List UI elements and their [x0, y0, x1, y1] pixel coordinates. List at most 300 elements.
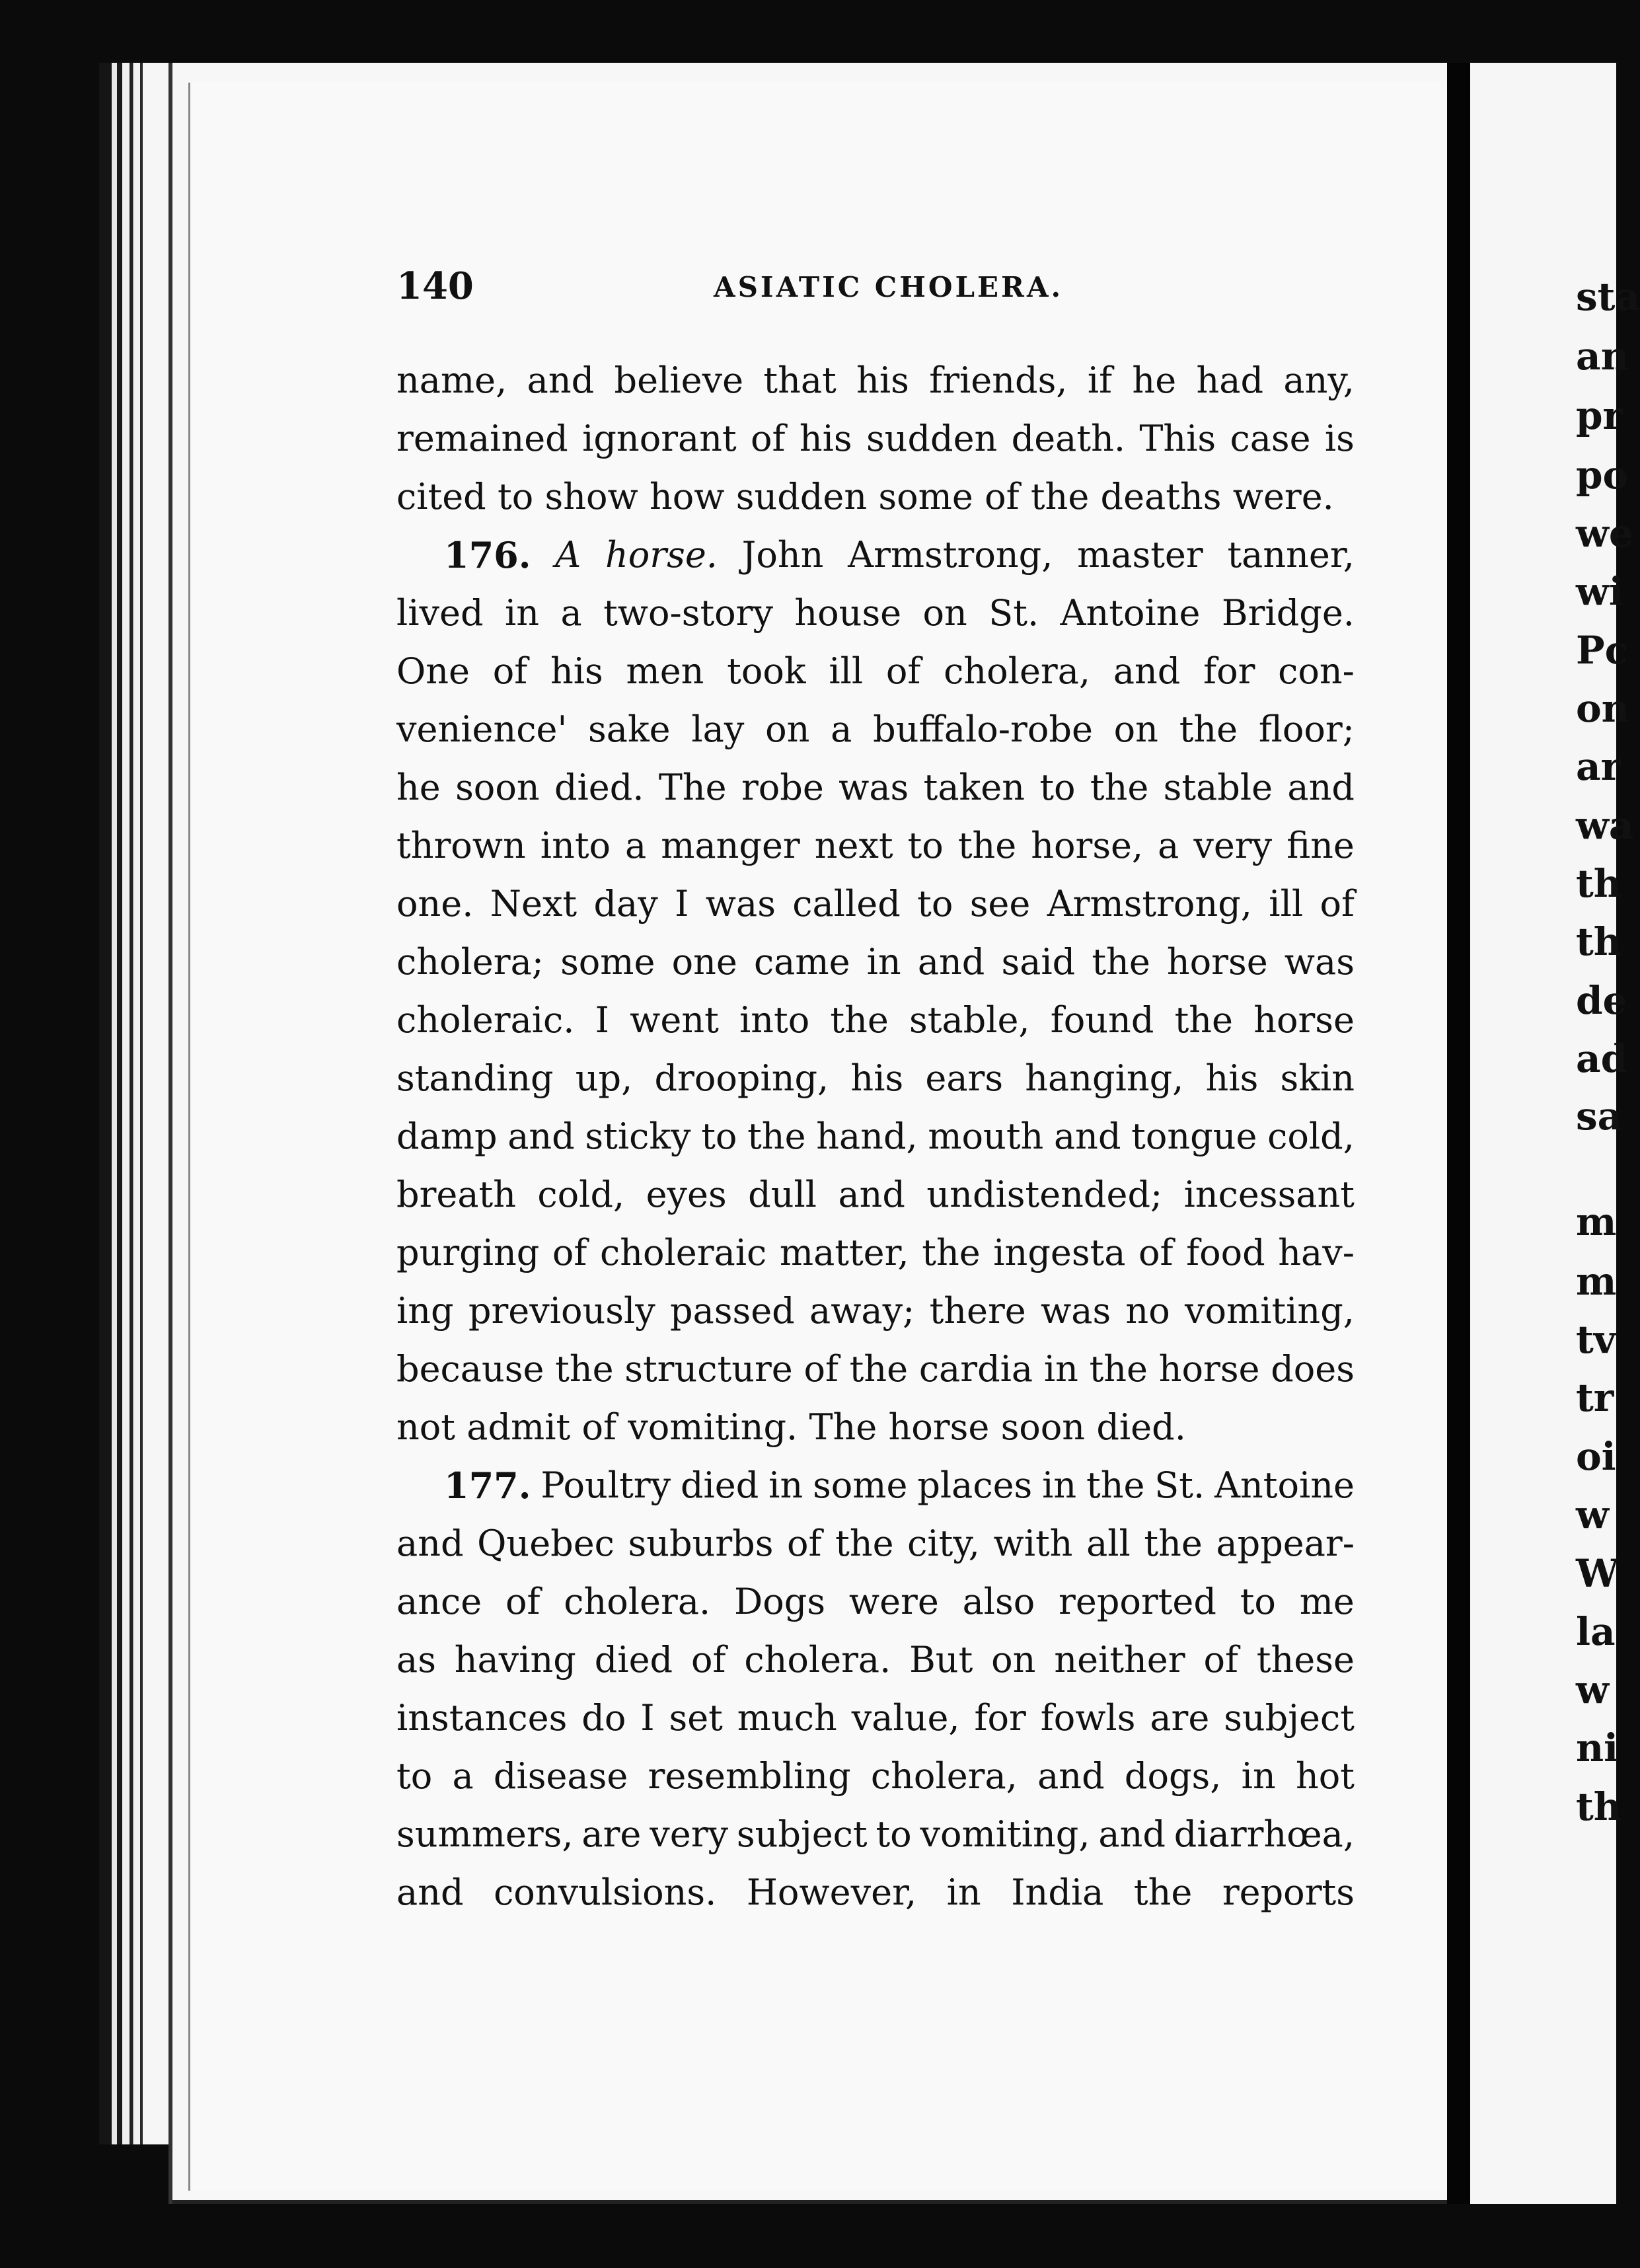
text-line — [396, 1340, 1355, 1398]
text-word: Poultry — [540, 1464, 671, 1506]
text-word: choleraic. — [396, 999, 575, 1041]
facing-page-text-fragment: m — [1576, 1259, 1617, 1304]
text-word: died. — [554, 767, 644, 808]
text-word: said — [1001, 941, 1076, 983]
facing-page-text-fragment: de — [1576, 978, 1627, 1023]
text-word: of — [885, 650, 921, 692]
text-word: lived — [396, 592, 484, 634]
text-line — [396, 410, 1355, 468]
text-line — [396, 700, 1355, 759]
text-line — [396, 875, 1355, 933]
text-word: admit — [466, 1406, 571, 1448]
text-word: horse — [1253, 999, 1355, 1041]
text-line — [396, 526, 1355, 584]
text-word: because — [396, 1348, 544, 1390]
text-word: the — [922, 1232, 981, 1273]
text-word: one. — [396, 883, 474, 925]
facing-page-text-fragment: W — [1576, 1551, 1620, 1596]
text-word: how — [650, 476, 725, 517]
text-word: the — [849, 1348, 909, 1390]
text-word: horse — [1158, 1348, 1260, 1390]
text-line — [396, 1515, 1355, 1573]
facing-page-text-fragment: la — [1576, 1609, 1616, 1654]
text-word: some — [813, 1464, 908, 1506]
text-word: ears — [925, 1057, 1004, 1099]
running-head: ASIATIC CHOLERA. — [714, 271, 1064, 303]
text-word: his — [1205, 1057, 1259, 1099]
text-word: 176. — [444, 534, 531, 576]
text-word: tanner, — [1227, 534, 1355, 576]
text-word: horse, — [1031, 825, 1144, 866]
text-word: the — [835, 1523, 894, 1564]
text-word: and — [1098, 1813, 1166, 1855]
text-word: death. — [1011, 418, 1126, 459]
text-word: see — [969, 883, 1031, 925]
text-word: very — [1193, 825, 1273, 866]
text-word: manger — [661, 825, 800, 866]
text-word: value, — [851, 1697, 960, 1739]
facing-page-text-fragment: w — [1576, 1667, 1609, 1712]
text-word: in — [866, 941, 901, 983]
text-word: St. — [988, 592, 1039, 634]
text-word: the — [957, 825, 1017, 866]
text-word: cholera, — [870, 1755, 1018, 1797]
text-word: show — [544, 476, 638, 517]
text-word: and — [1287, 767, 1355, 808]
text-word: the — [1090, 767, 1149, 808]
text-line — [396, 1689, 1355, 1747]
text-word: and — [396, 1523, 464, 1564]
text-word: also — [962, 1581, 1035, 1622]
text-word: for — [974, 1697, 1026, 1739]
text-word: having — [454, 1639, 576, 1681]
text-word: master — [1077, 534, 1203, 576]
text-word: and — [396, 1871, 464, 1913]
facing-page-text-fragment: tr — [1576, 1375, 1614, 1420]
text-word: set — [669, 1697, 723, 1739]
text-word: very — [650, 1813, 729, 1855]
text-word: his — [850, 1057, 904, 1099]
text-word: the — [1133, 1871, 1193, 1913]
text-line — [396, 759, 1355, 817]
text-word: undistended; — [926, 1174, 1163, 1215]
text-word: subject — [1224, 1697, 1355, 1739]
text-line — [396, 1398, 1355, 1456]
text-word: Quebec — [477, 1523, 615, 1564]
text-word: Dogs — [733, 1581, 826, 1622]
text-word: he — [1132, 359, 1177, 401]
text-word: reports — [1222, 1871, 1355, 1913]
text-word: standing — [396, 1057, 554, 1099]
facing-page-text-fragment: th — [1576, 919, 1621, 964]
text-word: and — [838, 1174, 905, 1215]
text-line — [396, 817, 1355, 875]
text-word: called — [792, 883, 901, 925]
text-word: a — [831, 708, 852, 750]
text-word: is — [1324, 418, 1355, 459]
text-word: Next — [490, 883, 578, 925]
text-line — [396, 1631, 1355, 1689]
text-word: fine — [1286, 825, 1355, 866]
text-word: diarrhœa, — [1174, 1813, 1355, 1855]
facing-page-text-fragment: po — [1576, 453, 1629, 498]
text-word: if — [1087, 359, 1113, 401]
text-word: of — [1138, 1232, 1174, 1273]
text-word: was — [839, 767, 909, 808]
text-word: of — [690, 1639, 726, 1681]
text-word: ill — [1269, 883, 1304, 925]
text-word: of — [787, 1523, 822, 1564]
text-line — [396, 1864, 1355, 1922]
text-word: the — [555, 1348, 614, 1390]
facing-page-text-fragment: Pc — [1576, 628, 1628, 673]
text-word: the — [1092, 941, 1150, 983]
text-word: were — [848, 1581, 939, 1622]
text-word: subject — [736, 1813, 868, 1855]
text-word: day — [593, 883, 658, 925]
text-word: died — [594, 1639, 673, 1681]
text-word: 177. — [444, 1464, 531, 1507]
text-word: incessant — [1183, 1174, 1355, 1215]
text-word: the — [1144, 1523, 1203, 1564]
text-word: of — [803, 1348, 839, 1390]
facing-page-text-fragment: sa — [1576, 1094, 1623, 1139]
facing-page-text-fragment: m — [1576, 1199, 1617, 1244]
text-word: much — [737, 1697, 837, 1739]
text-word: his — [550, 650, 603, 692]
text-word: horse. — [605, 534, 718, 576]
text-word: went — [630, 999, 719, 1041]
text-word: One — [396, 650, 470, 692]
text-word: disease — [493, 1755, 628, 1797]
text-word: tongue — [1131, 1115, 1257, 1157]
text-word: to — [396, 1755, 433, 1797]
text-word: me — [1299, 1581, 1355, 1622]
facing-page-text-fragment: pr — [1576, 393, 1623, 438]
text-word: thrown — [396, 825, 526, 866]
text-word: to — [1039, 767, 1076, 808]
text-word: for — [1203, 650, 1255, 692]
facing-page-text-fragment: ad — [1576, 1036, 1628, 1081]
text-word: a — [1158, 825, 1179, 866]
text-line — [396, 642, 1355, 700]
body-text — [396, 352, 1355, 1922]
text-word: to — [1240, 1581, 1276, 1622]
text-word: not — [396, 1406, 455, 1448]
text-word: ance — [396, 1581, 482, 1622]
text-word: The — [809, 1406, 877, 1448]
text-word: of — [505, 1581, 540, 1622]
text-word: appear- — [1216, 1523, 1355, 1564]
text-line — [396, 1573, 1355, 1631]
text-word: in — [946, 1871, 981, 1913]
text-word: of — [751, 418, 786, 459]
text-line — [396, 1456, 1355, 1515]
text-word: St. — [1154, 1464, 1205, 1506]
text-word: deaths — [1100, 476, 1222, 517]
text-word: food — [1186, 1232, 1265, 1273]
text-word: dogs, — [1124, 1755, 1222, 1797]
text-line — [396, 1224, 1355, 1282]
text-word: ing — [396, 1290, 454, 1332]
text-word: lay — [691, 708, 745, 750]
text-word: But — [909, 1639, 973, 1681]
text-word: the — [1174, 999, 1234, 1041]
text-line — [396, 352, 1355, 410]
text-word: However, — [746, 1871, 917, 1913]
text-word: the — [1030, 476, 1090, 517]
text-word: eyes — [646, 1174, 727, 1215]
text-word: A — [555, 534, 581, 576]
text-word: died. — [1096, 1406, 1186, 1448]
text-word: Bridge. — [1221, 592, 1355, 634]
text-line — [396, 468, 1355, 526]
text-word: Antoine — [1214, 1464, 1355, 1506]
text-word: vomiting, — [1184, 1290, 1355, 1332]
text-word: a — [560, 592, 582, 634]
text-word: and — [1053, 1115, 1121, 1157]
text-word: does — [1271, 1348, 1355, 1390]
text-word: men — [626, 650, 704, 692]
text-word: house — [794, 592, 902, 634]
text-word: and — [527, 359, 595, 401]
text-word: died — [680, 1464, 759, 1506]
text-word: horse — [1166, 941, 1268, 983]
text-word: cholera. — [744, 1639, 891, 1681]
text-word: in — [1043, 1348, 1078, 1390]
text-word: some — [878, 476, 973, 517]
text-word: hanging, — [1025, 1057, 1184, 1099]
text-word: had — [1196, 359, 1264, 401]
text-word: convulsions. — [494, 1871, 717, 1913]
text-word: of — [492, 650, 528, 692]
text-word: Armstrong, — [848, 534, 1053, 576]
text-word: mouth — [928, 1115, 1044, 1157]
text-word: and — [1113, 650, 1181, 692]
text-word: were. — [1232, 476, 1334, 517]
text-word: India — [1011, 1871, 1104, 1913]
text-word: on — [1113, 708, 1158, 750]
facing-page-text-fragment: we — [1576, 511, 1633, 556]
text-word: robe — [741, 767, 824, 808]
facing-page-text-fragment: sta — [1576, 274, 1640, 319]
text-word: reported — [1059, 1581, 1216, 1622]
text-word: purging — [396, 1232, 540, 1273]
facing-page-text-fragment: w — [1576, 1492, 1609, 1537]
text-word: ill — [829, 650, 864, 692]
text-word: his — [856, 359, 909, 401]
text-word: stable, — [909, 999, 1030, 1041]
text-word: of — [552, 1232, 587, 1273]
text-word: hot — [1295, 1755, 1355, 1797]
text-word: was — [1284, 941, 1355, 983]
facing-page-text-fragment: ar — [1576, 744, 1621, 789]
text-word: he — [396, 767, 441, 808]
text-word: to — [917, 883, 953, 925]
text-line — [396, 1282, 1355, 1340]
text-word: passed — [670, 1290, 795, 1332]
text-word: neither — [1054, 1639, 1185, 1681]
text-line — [396, 1805, 1355, 1864]
text-word: came — [753, 941, 850, 983]
text-word: previously — [468, 1290, 655, 1332]
text-word: on — [991, 1639, 1036, 1681]
text-word: cardia — [918, 1348, 1033, 1390]
text-word: structure — [624, 1348, 793, 1390]
text-word: sake — [588, 708, 671, 750]
text-word: vomiting, — [920, 1813, 1090, 1855]
text-word: was — [1041, 1290, 1111, 1332]
text-word: of — [1320, 883, 1355, 925]
text-word: dull — [748, 1174, 817, 1215]
facing-page-text-fragment: wa — [1576, 803, 1634, 848]
text-word: some — [560, 941, 655, 983]
text-word: on — [922, 592, 967, 634]
text-word: a — [625, 825, 647, 866]
facing-page-text-fragment: th — [1576, 861, 1621, 906]
text-word: soon — [455, 767, 540, 808]
text-word: no — [1125, 1290, 1170, 1332]
text-word: any, — [1283, 359, 1355, 401]
text-word: to — [907, 825, 944, 866]
text-word: soon — [1000, 1406, 1086, 1448]
facing-page-text-fragment: oi — [1576, 1434, 1616, 1479]
text-word: one — [671, 941, 737, 983]
text-word: cholera; — [396, 941, 544, 983]
facing-page-edge — [1470, 63, 1640, 2204]
text-word: cold, — [1267, 1115, 1355, 1157]
text-word: damp — [396, 1115, 498, 1157]
text-word: into — [739, 999, 810, 1041]
facing-page-text-fragment: wi — [1576, 569, 1623, 614]
text-word: are — [581, 1813, 642, 1855]
text-word: cited — [396, 476, 486, 517]
text-word: in — [504, 592, 540, 634]
text-word: The — [658, 767, 727, 808]
text-word: the — [1179, 708, 1238, 750]
text-word: the — [1086, 1464, 1145, 1506]
text-word: ignorant — [582, 418, 737, 459]
facing-page-text-fragment: ni — [1576, 1725, 1619, 1770]
text-word: are — [1150, 1697, 1210, 1739]
text-word: and — [917, 941, 985, 983]
page-header — [396, 264, 1355, 311]
book-gutter — [1447, 63, 1470, 2204]
text-word: summers, — [396, 1813, 574, 1855]
text-word: Antoine — [1060, 592, 1201, 634]
text-word: found — [1050, 999, 1154, 1041]
text-word: in — [1042, 1464, 1077, 1506]
text-word: I — [595, 999, 609, 1041]
text-line — [396, 584, 1355, 642]
text-word: Armstrong, — [1047, 883, 1252, 925]
text-word: hand, — [816, 1115, 918, 1157]
text-word: city, — [907, 1523, 980, 1564]
facing-page-text-fragment: th — [1576, 1784, 1621, 1829]
text-word: resembling — [648, 1755, 851, 1797]
text-word: stable — [1163, 767, 1273, 808]
text-word: con- — [1278, 650, 1355, 692]
page-number: 140 — [396, 264, 474, 308]
text-line — [396, 933, 1355, 991]
text-word: sudden — [866, 418, 998, 459]
text-word: horse — [888, 1406, 990, 1448]
text-line — [396, 991, 1355, 1049]
text-word: believe — [614, 359, 744, 401]
text-word: his — [799, 418, 852, 459]
text-word: and — [1037, 1755, 1105, 1797]
text-word: into — [540, 825, 611, 866]
text-word: drooping, — [654, 1057, 829, 1099]
text-word: venience' — [396, 708, 568, 750]
text-word: cholera, — [944, 650, 1091, 692]
text-word: instances — [396, 1697, 568, 1739]
text-word: to — [498, 476, 534, 517]
text-word: the — [1089, 1348, 1148, 1390]
text-word: to — [701, 1115, 737, 1157]
text-line — [396, 1108, 1355, 1166]
text-word: sudden — [735, 476, 868, 517]
text-word: of — [1203, 1639, 1238, 1681]
text-word: these — [1256, 1639, 1355, 1681]
text-word: a — [452, 1755, 474, 1797]
text-word: on — [765, 708, 810, 750]
text-word: choleraic — [600, 1232, 767, 1273]
text-word: cold, — [537, 1174, 625, 1215]
text-word: away; — [809, 1290, 915, 1332]
text-word: hav- — [1278, 1232, 1355, 1273]
text-word: the — [830, 999, 889, 1041]
text-word: John — [741, 534, 824, 576]
text-word: name, — [396, 359, 507, 401]
text-word: matter, — [779, 1232, 909, 1273]
text-word: breath — [396, 1174, 517, 1215]
text-word: I — [640, 1697, 655, 1739]
text-word: in — [768, 1464, 803, 1506]
text-word: places — [917, 1464, 1033, 1506]
text-line — [396, 1166, 1355, 1224]
text-line — [396, 1747, 1355, 1805]
text-word: taken — [923, 767, 1025, 808]
text-word: in — [1241, 1755, 1276, 1797]
text-word: up, — [575, 1057, 633, 1099]
text-word: all — [1086, 1523, 1131, 1564]
text-word: skin — [1280, 1057, 1355, 1099]
text-word: sticky — [585, 1115, 691, 1157]
text-word: remained — [396, 418, 568, 459]
text-word: next — [814, 825, 893, 866]
text-word: with — [993, 1523, 1073, 1564]
text-word: that — [763, 359, 837, 401]
text-word: ingesta — [993, 1232, 1126, 1273]
text-word: of — [985, 476, 1020, 517]
text-word: took — [727, 650, 806, 692]
text-word: of — [581, 1406, 616, 1448]
text-word: two-story — [603, 592, 773, 634]
facing-page-text-fragment: tv — [1576, 1317, 1616, 1362]
text-word: fowls — [1040, 1697, 1136, 1739]
text-word: This — [1139, 418, 1216, 459]
text-word: floor; — [1258, 708, 1355, 750]
text-word: the — [747, 1115, 806, 1157]
facing-page-text-fragment: an — [1576, 334, 1629, 379]
text-word: cholera. — [564, 1581, 711, 1622]
text-word: as — [396, 1639, 436, 1681]
text-word: vomiting. — [628, 1406, 798, 1448]
text-word: buffalo-robe — [873, 708, 1093, 750]
text-word: there — [929, 1290, 1026, 1332]
text-word: was — [705, 883, 776, 925]
